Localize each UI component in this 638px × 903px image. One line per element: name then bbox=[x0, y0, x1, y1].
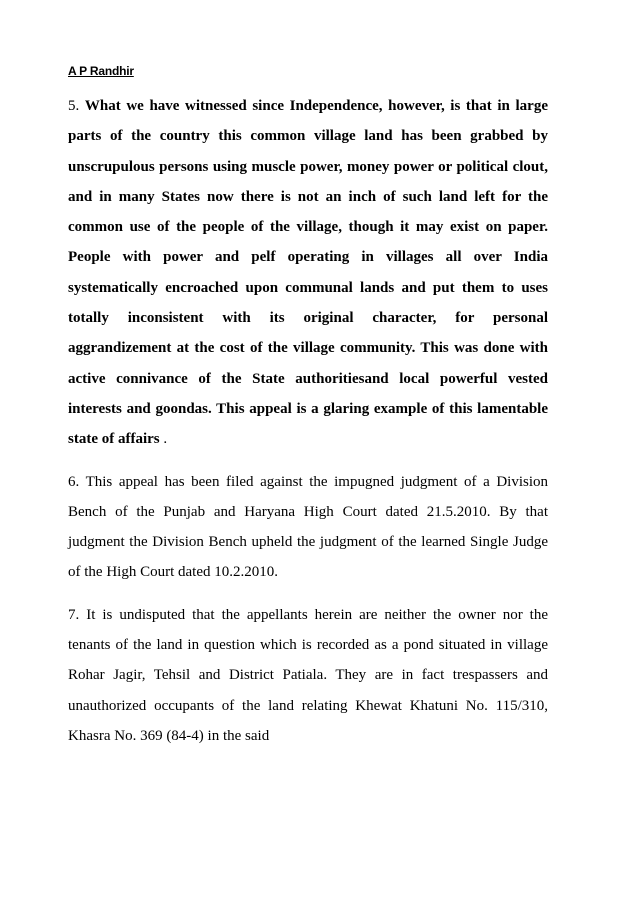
paragraph-6: 6. This appeal has been filed against the impugned judgment of a Division Bench of the Punjab and Haryana High Court dated 21.5.2010. By that judgment the Division Bench upheld the judgment of the learned Single Judge of the High Court dated 10.2.2010. bbox=[68, 473, 548, 581]
paragraph-5-text: What we have witnessed since Independence, however, is that in large parts of the country this common village land has been grabbed by unscrupulous persons using muscle power, money power or political clout, and in many States now there is not an inch of such land left for the common use of the people of the village, though it may exist on paper. People with power and pelf operating in villages all over India systematically encroached upon communal lands and put them to uses totally inconsistent with its original character, for personal aggrandizement at the cost of the village community. This was done with active connivance of the State authoritiesand local powerful vested interests and goondas. This appeal is a glaring example of this lamentable state of affairs bbox=[68, 98, 548, 448]
author-name: A P Randhir bbox=[68, 64, 134, 78]
paragraph-5 bbox=[68, 91, 548, 455]
document-page bbox=[68, 63, 548, 751]
paragraph-7: 7. It is undisputed that the appellants herein are neither the owner nor the tenants of the land in question which is recorded as a pond situated in village Rohar Jagir, Tehsil and District Patiala. They are in fact trespassers and unauthorized occupants of the land relating Khewat Khatuni No. 115/310, Khasra No. 369 (84-4) in the said bbox=[68, 606, 548, 744]
paragraph-5-number: 5. bbox=[68, 98, 80, 114]
paragraph-5-tail: . bbox=[163, 431, 168, 448]
